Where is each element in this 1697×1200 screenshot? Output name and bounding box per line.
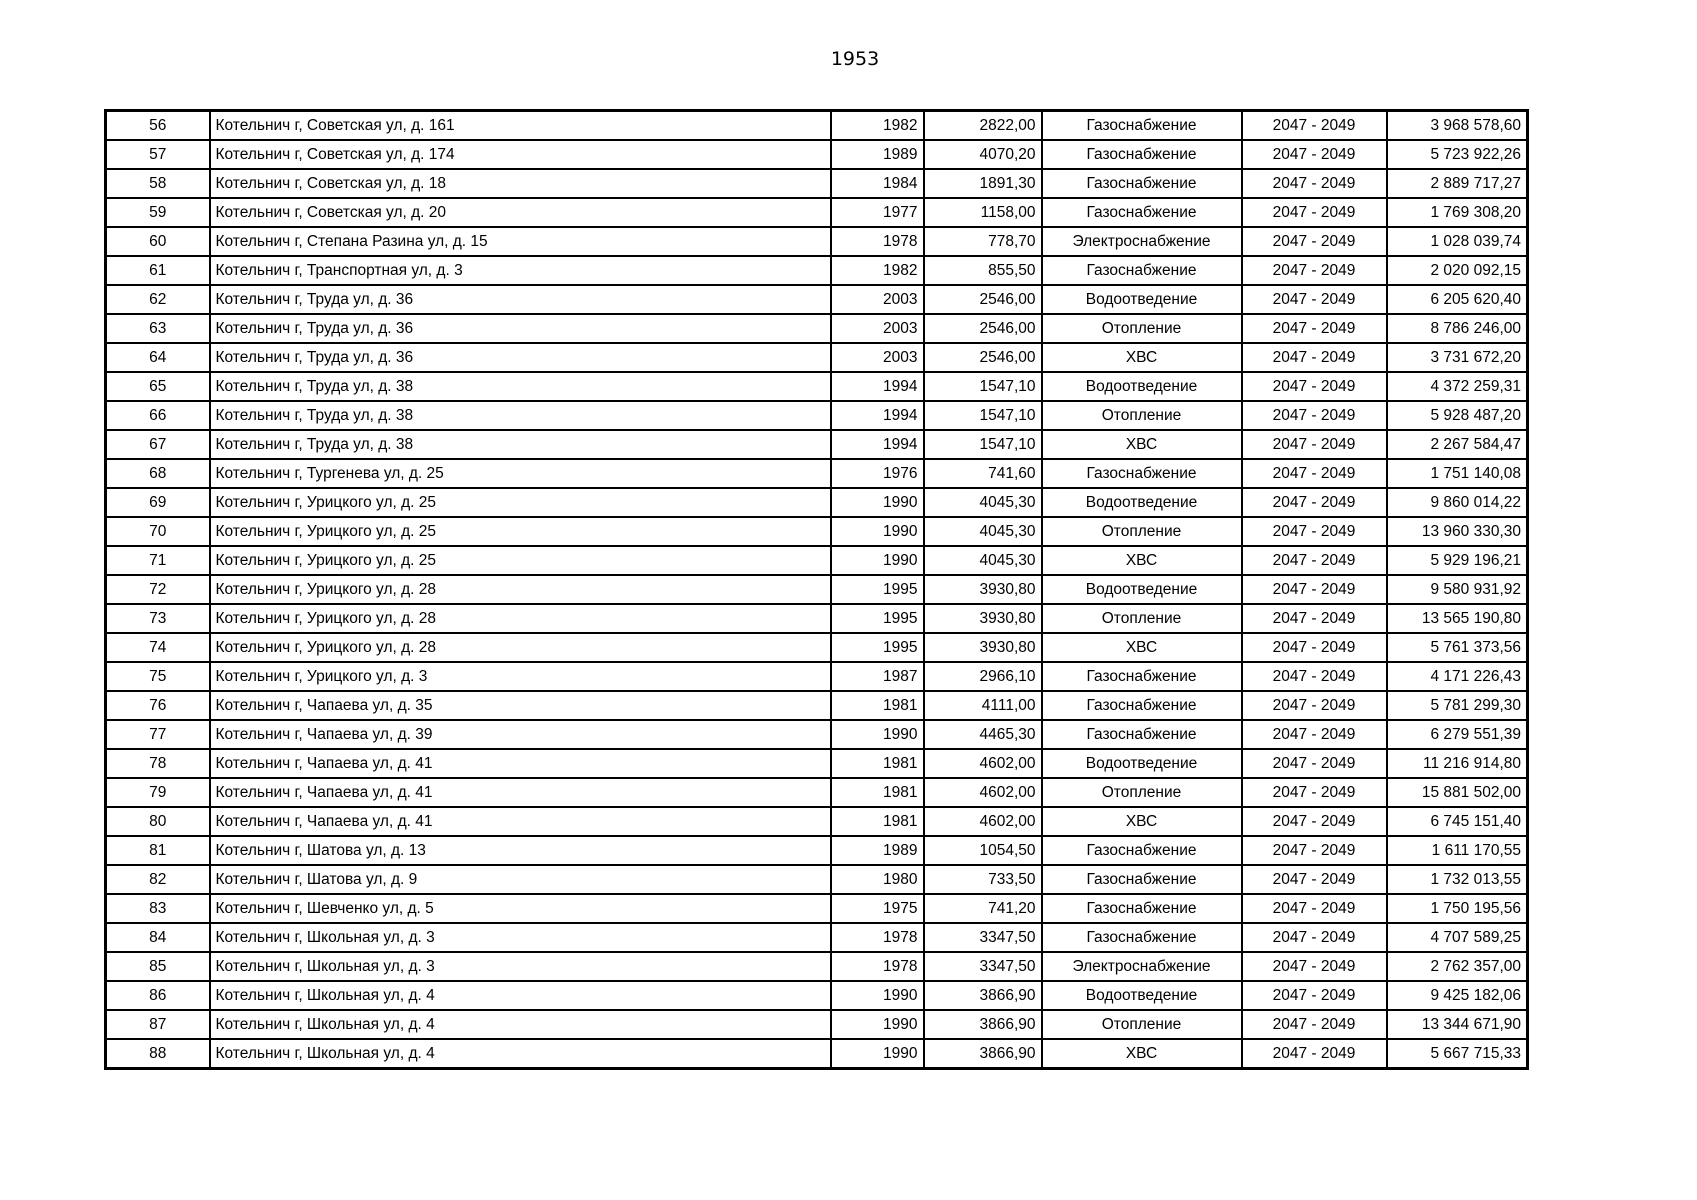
- address-cell: Котельнич г, Урицкого ул, д. 25: [210, 488, 831, 517]
- repair-period-cell: 2047 - 2049: [1242, 169, 1387, 198]
- cost-cell: 3 731 672,20: [1387, 343, 1528, 372]
- area-cell: 4111,00: [924, 691, 1042, 720]
- cost-cell: 1 611 170,55: [1387, 836, 1528, 865]
- row-number: 63: [106, 314, 210, 343]
- area-cell: 3930,80: [924, 604, 1042, 633]
- cost-cell: 6 745 151,40: [1387, 807, 1528, 836]
- build-year-cell: 1990: [831, 1010, 924, 1039]
- service-type-cell: Газоснабжение: [1042, 459, 1242, 488]
- table-row: [106, 720, 1528, 749]
- area-cell: 4602,00: [924, 749, 1042, 778]
- build-year-cell: 1975: [831, 894, 924, 923]
- area-cell: 4070,20: [924, 140, 1042, 169]
- row-number: 60: [106, 227, 210, 256]
- table-row: [106, 372, 1528, 401]
- repair-period-cell: 2047 - 2049: [1242, 894, 1387, 923]
- address-cell: Котельнич г, Советская ул, д. 20: [210, 198, 831, 227]
- cost-cell: 11 216 914,80: [1387, 749, 1528, 778]
- cost-cell: 5 929 196,21: [1387, 546, 1528, 575]
- address-cell: Котельнич г, Чапаева ул, д. 39: [210, 720, 831, 749]
- build-year-cell: 2003: [831, 314, 924, 343]
- row-number: 56: [106, 111, 210, 141]
- row-number: 71: [106, 546, 210, 575]
- service-type-cell: Отопление: [1042, 604, 1242, 633]
- build-year-cell: 1995: [831, 604, 924, 633]
- address-cell: Котельнич г, Тургенева ул, д. 25: [210, 459, 831, 488]
- area-cell: 1891,30: [924, 169, 1042, 198]
- service-type-cell: Газоснабжение: [1042, 169, 1242, 198]
- repair-period-cell: 2047 - 2049: [1242, 865, 1387, 894]
- cost-cell: 15 881 502,00: [1387, 778, 1528, 807]
- area-cell: 741,20: [924, 894, 1042, 923]
- table-row: [106, 865, 1528, 894]
- area-cell: 3866,90: [924, 1010, 1042, 1039]
- cost-cell: 1 732 013,55: [1387, 865, 1528, 894]
- build-year-cell: 1987: [831, 662, 924, 691]
- service-type-cell: Отопление: [1042, 517, 1242, 546]
- row-number: 84: [106, 923, 210, 952]
- row-number: 79: [106, 778, 210, 807]
- repair-period-cell: 2047 - 2049: [1242, 314, 1387, 343]
- build-year-cell: 1994: [831, 430, 924, 459]
- address-cell: Котельнич г, Труда ул, д. 36: [210, 285, 831, 314]
- cost-cell: 8 786 246,00: [1387, 314, 1528, 343]
- service-type-cell: Газоснабжение: [1042, 691, 1242, 720]
- repair-period-cell: 2047 - 2049: [1242, 140, 1387, 169]
- row-number: 77: [106, 720, 210, 749]
- address-cell: Котельнич г, Урицкого ул, д. 25: [210, 517, 831, 546]
- area-cell: 4045,30: [924, 488, 1042, 517]
- build-year-cell: 1981: [831, 691, 924, 720]
- cost-cell: 1 769 308,20: [1387, 198, 1528, 227]
- cost-cell: 1 751 140,08: [1387, 459, 1528, 488]
- table-row: [106, 256, 1528, 285]
- service-type-cell: Отопление: [1042, 314, 1242, 343]
- build-year-cell: 1978: [831, 952, 924, 981]
- address-cell: Котельнич г, Чапаева ул, д. 41: [210, 778, 831, 807]
- area-cell: 4045,30: [924, 517, 1042, 546]
- service-type-cell: Газоснабжение: [1042, 662, 1242, 691]
- service-type-cell: Водоотведение: [1042, 285, 1242, 314]
- table-body: [106, 111, 1528, 1069]
- repair-period-cell: 2047 - 2049: [1242, 691, 1387, 720]
- cost-cell: 5 761 373,56: [1387, 633, 1528, 662]
- cost-cell: 9 860 014,22: [1387, 488, 1528, 517]
- service-type-cell: Водоотведение: [1042, 749, 1242, 778]
- repair-period-cell: 2047 - 2049: [1242, 923, 1387, 952]
- cost-cell: 3 968 578,60: [1387, 111, 1528, 141]
- row-number: 67: [106, 430, 210, 459]
- repair-period-cell: 2047 - 2049: [1242, 343, 1387, 372]
- build-year-cell: 1980: [831, 865, 924, 894]
- table-row: [106, 923, 1528, 952]
- cost-cell: 2 267 584,47: [1387, 430, 1528, 459]
- row-number: 86: [106, 981, 210, 1010]
- repair-period-cell: 2047 - 2049: [1242, 517, 1387, 546]
- table-row: [106, 836, 1528, 865]
- row-number: 68: [106, 459, 210, 488]
- service-type-cell: Газоснабжение: [1042, 865, 1242, 894]
- service-type-cell: Электроснабжение: [1042, 952, 1242, 981]
- service-type-cell: Водоотведение: [1042, 981, 1242, 1010]
- address-cell: Котельнич г, Урицкого ул, д. 28: [210, 604, 831, 633]
- row-number: 83: [106, 894, 210, 923]
- repair-period-cell: 2047 - 2049: [1242, 749, 1387, 778]
- repair-period-cell: 2047 - 2049: [1242, 981, 1387, 1010]
- cost-cell: 4 171 226,43: [1387, 662, 1528, 691]
- address-cell: Котельнич г, Чапаева ул, д. 35: [210, 691, 831, 720]
- row-number: 81: [106, 836, 210, 865]
- table-row: [106, 169, 1528, 198]
- service-type-cell: Водоотведение: [1042, 372, 1242, 401]
- service-type-cell: Водоотведение: [1042, 488, 1242, 517]
- address-cell: Котельнич г, Степана Разина ул, д. 15: [210, 227, 831, 256]
- build-year-cell: 1994: [831, 401, 924, 430]
- row-number: 73: [106, 604, 210, 633]
- table-row: [106, 894, 1528, 923]
- repair-period-cell: 2047 - 2049: [1242, 401, 1387, 430]
- service-type-cell: Отопление: [1042, 401, 1242, 430]
- row-number: 80: [106, 807, 210, 836]
- repair-period-cell: 2047 - 2049: [1242, 256, 1387, 285]
- table-row: [106, 343, 1528, 372]
- row-number: 72: [106, 575, 210, 604]
- service-type-cell: Газоснабжение: [1042, 111, 1242, 141]
- repair-period-cell: 2047 - 2049: [1242, 1010, 1387, 1039]
- service-type-cell: Газоснабжение: [1042, 256, 1242, 285]
- table-row: [106, 691, 1528, 720]
- service-type-cell: Газоснабжение: [1042, 923, 1242, 952]
- address-cell: Котельнич г, Транспортная ул, д. 3: [210, 256, 831, 285]
- table-row: [106, 140, 1528, 169]
- address-cell: Котельнич г, Урицкого ул, д. 25: [210, 546, 831, 575]
- build-year-cell: 1990: [831, 517, 924, 546]
- build-year-cell: 1994: [831, 372, 924, 401]
- area-cell: 4045,30: [924, 546, 1042, 575]
- repair-period-cell: 2047 - 2049: [1242, 285, 1387, 314]
- build-year-cell: 1995: [831, 633, 924, 662]
- cost-cell: 2 762 357,00: [1387, 952, 1528, 981]
- address-cell: Котельнич г, Школьная ул, д. 4: [210, 1010, 831, 1039]
- address-cell: Котельнич г, Урицкого ул, д. 28: [210, 575, 831, 604]
- cost-cell: 4 707 589,25: [1387, 923, 1528, 952]
- address-cell: Котельнич г, Школьная ул, д. 3: [210, 923, 831, 952]
- repair-period-cell: 2047 - 2049: [1242, 575, 1387, 604]
- area-cell: 3866,90: [924, 981, 1042, 1010]
- address-cell: Котельнич г, Шатова ул, д. 13: [210, 836, 831, 865]
- address-cell: Котельнич г, Школьная ул, д. 4: [210, 1039, 831, 1069]
- service-type-cell: Отопление: [1042, 778, 1242, 807]
- service-type-cell: Газоснабжение: [1042, 894, 1242, 923]
- address-cell: Котельнич г, Урицкого ул, д. 3: [210, 662, 831, 691]
- build-year-cell: 1981: [831, 749, 924, 778]
- table-row: [106, 488, 1528, 517]
- table-row: [106, 575, 1528, 604]
- row-number: 88: [106, 1039, 210, 1069]
- area-cell: 741,60: [924, 459, 1042, 488]
- build-year-cell: 1990: [831, 546, 924, 575]
- area-cell: 778,70: [924, 227, 1042, 256]
- build-year-cell: 2003: [831, 285, 924, 314]
- row-number: 57: [106, 140, 210, 169]
- service-type-cell: ХВС: [1042, 1039, 1242, 1069]
- repair-period-cell: 2047 - 2049: [1242, 546, 1387, 575]
- table-row: [106, 227, 1528, 256]
- table-row: [106, 633, 1528, 662]
- service-type-cell: ХВС: [1042, 430, 1242, 459]
- address-cell: Котельнич г, Шатова ул, д. 9: [210, 865, 831, 894]
- address-cell: Котельнич г, Труда ул, д. 38: [210, 430, 831, 459]
- table-row: [106, 1039, 1528, 1069]
- row-number: 59: [106, 198, 210, 227]
- repair-period-cell: 2047 - 2049: [1242, 1039, 1387, 1069]
- build-year-cell: 1978: [831, 227, 924, 256]
- table-row: [106, 314, 1528, 343]
- area-cell: 3930,80: [924, 575, 1042, 604]
- repair-period-cell: 2047 - 2049: [1242, 198, 1387, 227]
- address-cell: Котельнич г, Чапаева ул, д. 41: [210, 749, 831, 778]
- build-year-cell: 1990: [831, 720, 924, 749]
- cost-cell: 5 667 715,33: [1387, 1039, 1528, 1069]
- row-number: 76: [106, 691, 210, 720]
- area-cell: 855,50: [924, 256, 1042, 285]
- build-year-cell: 1976: [831, 459, 924, 488]
- area-cell: 1547,10: [924, 372, 1042, 401]
- page-number: 1953: [830, 48, 880, 70]
- table-row: [106, 807, 1528, 836]
- service-type-cell: Газоснабжение: [1042, 836, 1242, 865]
- build-year-cell: 1982: [831, 111, 924, 141]
- cost-cell: 6 279 551,39: [1387, 720, 1528, 749]
- build-year-cell: 1995: [831, 575, 924, 604]
- cost-cell: 1 750 195,56: [1387, 894, 1528, 923]
- repair-period-cell: 2047 - 2049: [1242, 836, 1387, 865]
- cost-cell: 13 565 190,80: [1387, 604, 1528, 633]
- area-cell: 2546,00: [924, 285, 1042, 314]
- area-cell: 4465,30: [924, 720, 1042, 749]
- service-type-cell: ХВС: [1042, 343, 1242, 372]
- table-row: [106, 952, 1528, 981]
- table-row: [106, 401, 1528, 430]
- build-year-cell: 1981: [831, 807, 924, 836]
- build-year-cell: 1982: [831, 256, 924, 285]
- cost-cell: 2 889 717,27: [1387, 169, 1528, 198]
- build-year-cell: 1990: [831, 488, 924, 517]
- cost-cell: 6 205 620,40: [1387, 285, 1528, 314]
- area-cell: 1054,50: [924, 836, 1042, 865]
- area-cell: 1547,10: [924, 401, 1042, 430]
- area-cell: 733,50: [924, 865, 1042, 894]
- cost-cell: 9 425 182,06: [1387, 981, 1528, 1010]
- address-cell: Котельнич г, Труда ул, д. 36: [210, 343, 831, 372]
- table-row: [106, 111, 1528, 141]
- cost-cell: 2 020 092,15: [1387, 256, 1528, 285]
- area-cell: 3347,50: [924, 923, 1042, 952]
- table-row: [106, 778, 1528, 807]
- area-cell: 2966,10: [924, 662, 1042, 691]
- repair-period-cell: 2047 - 2049: [1242, 720, 1387, 749]
- cost-cell: 1 028 039,74: [1387, 227, 1528, 256]
- row-number: 65: [106, 372, 210, 401]
- build-year-cell: 1990: [831, 981, 924, 1010]
- area-cell: 1547,10: [924, 430, 1042, 459]
- cost-cell: 9 580 931,92: [1387, 575, 1528, 604]
- address-cell: Котельнич г, Советская ул, д. 161: [210, 111, 831, 141]
- row-number: 64: [106, 343, 210, 372]
- build-year-cell: 1981: [831, 778, 924, 807]
- repair-period-cell: 2047 - 2049: [1242, 459, 1387, 488]
- address-cell: Котельнич г, Школьная ул, д. 3: [210, 952, 831, 981]
- table-row: [106, 981, 1528, 1010]
- repair-period-cell: 2047 - 2049: [1242, 633, 1387, 662]
- building-register-table: [104, 109, 1529, 1070]
- cost-cell: 13 960 330,30: [1387, 517, 1528, 546]
- area-cell: 4602,00: [924, 807, 1042, 836]
- row-number: 70: [106, 517, 210, 546]
- table-row: [106, 604, 1528, 633]
- cost-cell: 4 372 259,31: [1387, 372, 1528, 401]
- repair-period-cell: 2047 - 2049: [1242, 111, 1387, 141]
- build-year-cell: 1990: [831, 1039, 924, 1069]
- table-row: [106, 430, 1528, 459]
- row-number: 66: [106, 401, 210, 430]
- area-cell: 4602,00: [924, 778, 1042, 807]
- repair-period-cell: 2047 - 2049: [1242, 952, 1387, 981]
- build-year-cell: 1989: [831, 140, 924, 169]
- row-number: 61: [106, 256, 210, 285]
- table-row: [106, 546, 1528, 575]
- address-cell: Котельнич г, Урицкого ул, д. 28: [210, 633, 831, 662]
- area-cell: 1158,00: [924, 198, 1042, 227]
- cost-cell: 5 723 922,26: [1387, 140, 1528, 169]
- cost-cell: 5 928 487,20: [1387, 401, 1528, 430]
- service-type-cell: Электроснабжение: [1042, 227, 1242, 256]
- service-type-cell: ХВС: [1042, 807, 1242, 836]
- service-type-cell: Водоотведение: [1042, 575, 1242, 604]
- row-number: 69: [106, 488, 210, 517]
- row-number: 78: [106, 749, 210, 778]
- area-cell: 3866,90: [924, 1039, 1042, 1069]
- repair-period-cell: 2047 - 2049: [1242, 604, 1387, 633]
- build-year-cell: 1984: [831, 169, 924, 198]
- service-type-cell: Газоснабжение: [1042, 720, 1242, 749]
- row-number: 87: [106, 1010, 210, 1039]
- table-row: [106, 517, 1528, 546]
- table-row: [106, 1010, 1528, 1039]
- area-cell: 3930,80: [924, 633, 1042, 662]
- service-type-cell: Газоснабжение: [1042, 198, 1242, 227]
- row-number: 74: [106, 633, 210, 662]
- cost-cell: 5 781 299,30: [1387, 691, 1528, 720]
- area-cell: 2546,00: [924, 343, 1042, 372]
- repair-period-cell: 2047 - 2049: [1242, 372, 1387, 401]
- cost-cell: 13 344 671,90: [1387, 1010, 1528, 1039]
- repair-period-cell: 2047 - 2049: [1242, 662, 1387, 691]
- service-type-cell: Отопление: [1042, 1010, 1242, 1039]
- service-type-cell: Газоснабжение: [1042, 140, 1242, 169]
- row-number: 82: [106, 865, 210, 894]
- repair-period-cell: 2047 - 2049: [1242, 430, 1387, 459]
- repair-period-cell: 2047 - 2049: [1242, 227, 1387, 256]
- table-row: [106, 662, 1528, 691]
- address-cell: Котельнич г, Советская ул, д. 18: [210, 169, 831, 198]
- address-cell: Котельнич г, Труда ул, д. 38: [210, 401, 831, 430]
- build-year-cell: 2003: [831, 343, 924, 372]
- table-row: [106, 285, 1528, 314]
- build-year-cell: 1978: [831, 923, 924, 952]
- area-cell: 3347,50: [924, 952, 1042, 981]
- row-number: 62: [106, 285, 210, 314]
- row-number: 75: [106, 662, 210, 691]
- build-year-cell: 1977: [831, 198, 924, 227]
- row-number: 85: [106, 952, 210, 981]
- address-cell: Котельнич г, Шевченко ул, д. 5: [210, 894, 831, 923]
- repair-period-cell: 2047 - 2049: [1242, 488, 1387, 517]
- table-row: [106, 459, 1528, 488]
- address-cell: Котельнич г, Труда ул, д. 38: [210, 372, 831, 401]
- repair-period-cell: 2047 - 2049: [1242, 807, 1387, 836]
- address-cell: Котельнич г, Школьная ул, д. 4: [210, 981, 831, 1010]
- service-type-cell: ХВС: [1042, 633, 1242, 662]
- build-year-cell: 1989: [831, 836, 924, 865]
- table-row: [106, 198, 1528, 227]
- address-cell: Котельнич г, Советская ул, д. 174: [210, 140, 831, 169]
- area-cell: 2822,00: [924, 111, 1042, 141]
- address-cell: Котельнич г, Чапаева ул, д. 41: [210, 807, 831, 836]
- row-number: 58: [106, 169, 210, 198]
- area-cell: 2546,00: [924, 314, 1042, 343]
- table-row: [106, 749, 1528, 778]
- service-type-cell: ХВС: [1042, 546, 1242, 575]
- address-cell: Котельнич г, Труда ул, д. 36: [210, 314, 831, 343]
- repair-period-cell: 2047 - 2049: [1242, 778, 1387, 807]
